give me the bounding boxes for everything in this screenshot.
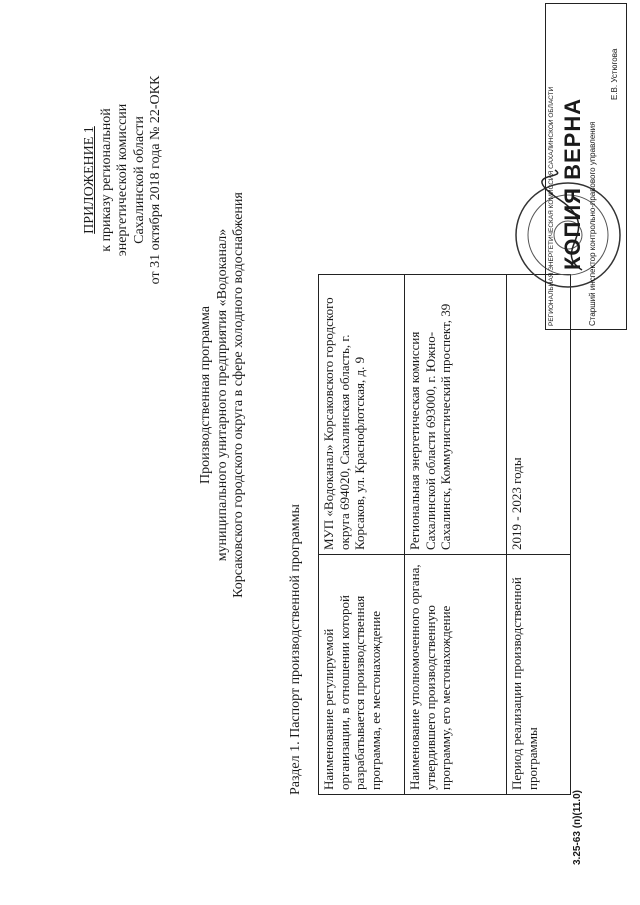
table-row <box>405 275 507 795</box>
row-label: Период реализации производственной программы <box>507 555 571 795</box>
appendix-line: Сахалинской области <box>131 116 147 244</box>
appendix-date: от 31 октября 2018 года № 22-ОКК <box>148 75 163 285</box>
stamp-signer: Е.В. Устюгова <box>610 48 619 100</box>
table-row <box>507 275 571 795</box>
row-value: Региональная энергетическая комиссия Сахалинской области 693000, г. Южно-Сахалинск, Коммунистический проспект, 39 <box>405 275 507 555</box>
stamp-organization: РЕГИОНАЛЬНАЯ ЭНЕРГЕТИЧЕСКАЯ КОМИССИЯ САХАЛИНСКОЙ ОБЛАСТИ <box>548 86 555 326</box>
program-title <box>198 165 248 625</box>
program-title-line: муниципального унитарного предприятия «Водоканал» <box>214 228 230 562</box>
row-value: 2019 - 2023 годы <box>507 275 571 555</box>
row-value: МУП «Водоканал» Корсаковского городского округа 694020, Сахалинская область, г. Корсаков, ул. Краснофлотская, д. 9 <box>319 275 405 555</box>
stamp-role: Старший инспектор контрольно-правового управления <box>588 121 597 326</box>
program-title-line: Производственная программа <box>198 306 213 484</box>
appendix-title: ПРИЛОЖЕНИЕ 1 <box>82 126 97 234</box>
section-title: Раздел 1. Паспорт производственной программы <box>288 504 303 795</box>
appendix-line: к приказу региональной <box>98 108 114 252</box>
program-title-line: Корсаковского городского округа в сфере холодного водоснабжения <box>231 192 246 598</box>
row-label: Наименование регулируемой организации, в отношении которой разрабатывается производственная программа, ее местонахождение <box>319 555 405 795</box>
appendix-line: энергетической комиссии <box>115 103 130 257</box>
document-id: 3.25-63 (п)(11.0) <box>572 790 583 865</box>
appendix-block <box>82 30 165 330</box>
row-label: Наименование уполномоченного органа, утвердившего производственную программу, его местонахождение <box>405 555 507 795</box>
stamp-copy-label: КОПИЯ ВЕРНА <box>560 97 585 270</box>
passport-table <box>318 274 571 795</box>
table-row <box>319 275 405 795</box>
certification-stamp <box>510 10 630 330</box>
